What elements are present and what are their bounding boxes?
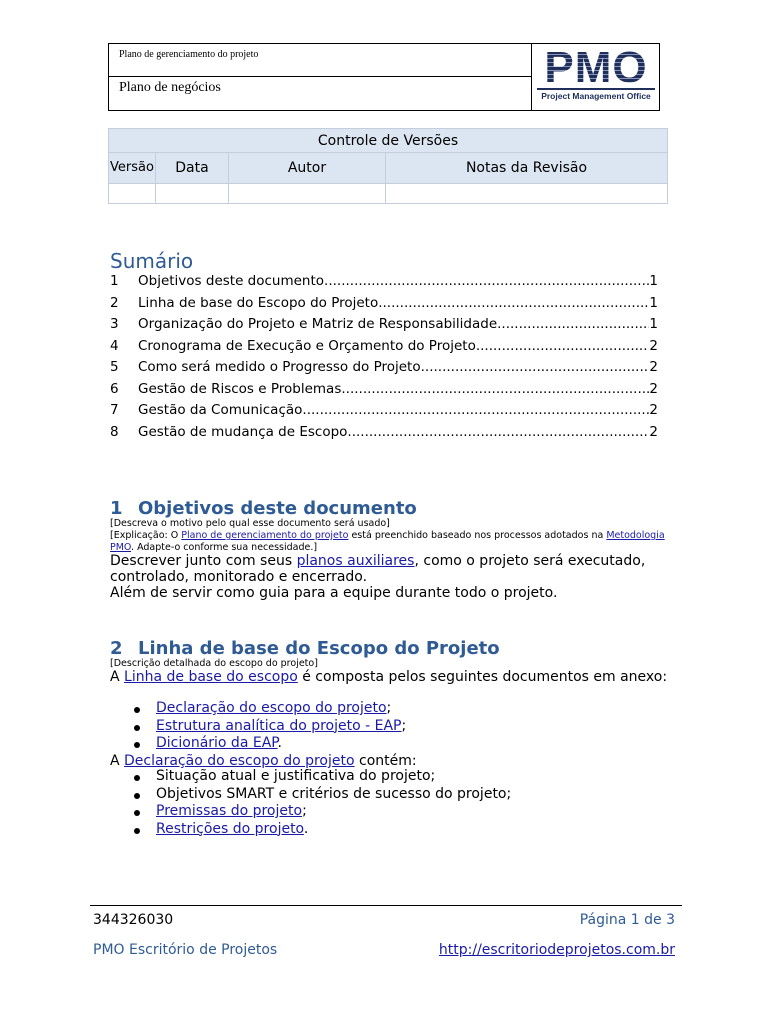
link-declaracao-escopo-2[interactable]: Declaração do escopo do projeto xyxy=(124,753,355,769)
link-restricoes[interactable]: Restrições do projeto xyxy=(156,820,304,837)
toc-page: 1 xyxy=(649,273,658,289)
toc-leader xyxy=(302,400,649,422)
table-cell xyxy=(386,184,668,204)
table-row xyxy=(109,184,668,204)
document-header xyxy=(108,43,660,111)
section-1-heading xyxy=(110,498,417,519)
toc-entry[interactable] xyxy=(110,271,658,293)
column-header-date: Data xyxy=(156,153,229,184)
toc-leader xyxy=(497,314,649,336)
toc-page: 2 xyxy=(649,337,658,354)
table-cell xyxy=(109,184,156,204)
toc-leader xyxy=(324,271,649,293)
toc-text: Gestão de mudança de Escopo xyxy=(138,423,348,440)
toc-leader xyxy=(341,379,649,401)
toc-number: 2 xyxy=(110,294,119,311)
column-header-version: Versão xyxy=(109,153,156,184)
toc-entry[interactable] xyxy=(110,400,658,422)
toc-number: 7 xyxy=(110,402,119,418)
toc-number: 1 xyxy=(110,273,119,289)
table-cell xyxy=(229,184,386,204)
toc-page: 1 xyxy=(649,294,658,311)
table-cell xyxy=(156,184,229,204)
toc-text: Como será medido o Progresso do Projeto xyxy=(138,359,421,375)
section-number: 2 xyxy=(110,638,123,659)
attachments-list xyxy=(130,700,406,753)
list-item: Restrições do projeto. xyxy=(130,821,511,839)
link-plano-gerenciamento[interactable]: Plano de gerenciamento do projeto xyxy=(181,530,349,541)
toc-page: 2 xyxy=(649,402,658,418)
section-1-instruction: [Descreva o motivo pelo qual esse documento será usado] xyxy=(110,518,390,529)
footer-divider xyxy=(90,905,682,906)
toc-page: 2 xyxy=(649,359,658,375)
toc-leader xyxy=(421,357,650,379)
summary-title: Sumário xyxy=(110,249,194,273)
toc-number: 6 xyxy=(110,380,119,397)
version-table-caption: Controle de Versões xyxy=(109,129,668,153)
toc-number: 4 xyxy=(110,337,119,354)
section-2-paragraph-1: A Linha de base do escopo é composta pelos seguintes documentos em anexo: xyxy=(110,669,668,685)
section-2-paragraph-2: A Declaração do escopo do projeto contém: xyxy=(110,753,417,769)
toc-leader xyxy=(347,422,649,444)
toc-entry[interactable] xyxy=(110,336,658,358)
section-title: Objetivos deste documento xyxy=(138,498,417,519)
list-item: Dicionário da EAP. xyxy=(130,735,406,753)
link-dicionario-eap[interactable]: Dicionário da EAP xyxy=(156,735,278,751)
toc-page: 1 xyxy=(649,316,658,332)
toc-text: Organização do Projeto e Matriz de Responsabilidade xyxy=(138,316,498,332)
section-2-heading xyxy=(110,638,500,659)
toc-text: Objetivos deste documento xyxy=(138,273,325,289)
toc-text: Linha de base do Escopo do Projeto xyxy=(138,294,379,311)
link-eap[interactable]: Estrutura analítica do projeto - EAP xyxy=(156,717,402,734)
toc-number: 5 xyxy=(110,359,119,375)
column-header-notes: Notas da Revisão xyxy=(386,153,668,184)
link-planos-auxiliares[interactable]: planos auxiliares xyxy=(296,553,415,569)
pmo-logo xyxy=(537,43,655,107)
link-linha-base-escopo[interactable]: Linha de base do escopo xyxy=(124,669,298,685)
footer-page-number: Página 1 de 3 xyxy=(579,912,675,928)
section-number: 1 xyxy=(110,498,123,519)
list-item: Premissas do projeto; xyxy=(130,803,511,821)
toc-number: 3 xyxy=(110,316,119,332)
header-divider xyxy=(109,76,531,77)
toc-entry[interactable] xyxy=(110,314,658,336)
toc-leader xyxy=(378,293,649,315)
list-item: Situação atual e justificativa do projeto; xyxy=(130,768,511,786)
toc-number: 8 xyxy=(110,423,119,440)
link-premissas[interactable]: Premissas do projeto xyxy=(156,803,303,819)
list-item: Estrutura analítica do projeto - EAP; xyxy=(130,718,406,736)
section-1-explanation: [Explicação: O Plano de gerenciamento do projeto está preenchido baseado nos processos adotados na Metodologia PMO. Adapte-o conforme sua necessidade.] xyxy=(110,530,665,553)
header-text-cell xyxy=(109,44,532,110)
footer-document-id: 344326030 xyxy=(93,912,174,928)
toc-page: 2 xyxy=(649,423,658,440)
section-1-paragraph-2: Além de servir como guia para a equipe durante todo o projeto. xyxy=(110,585,558,601)
toc-page: 2 xyxy=(649,380,658,397)
toc-entry[interactable] xyxy=(110,293,658,315)
section-title: Linha de base do Escopo do Projeto xyxy=(138,638,500,659)
toc-text: Gestão de Riscos e Problemas xyxy=(138,380,342,397)
list-item: Declaração do escopo do projeto; xyxy=(130,700,406,718)
link-declaracao-escopo[interactable]: Declaração do escopo do projeto xyxy=(156,700,387,716)
section-2-instruction: [Descrição detalhada do escopo do projeto] xyxy=(110,658,318,669)
document-title: Plano de negócios xyxy=(119,80,221,95)
footer-website-link[interactable]: http://escritoriodeprojetos.com.br xyxy=(438,942,675,958)
footer-organization: PMO Escritório de Projetos xyxy=(93,942,278,958)
contents-list xyxy=(130,768,511,838)
toc-entry[interactable] xyxy=(110,422,658,444)
column-header-author: Autor xyxy=(229,153,386,184)
toc-text: Gestão da Comunicação xyxy=(138,402,303,418)
version-control-table xyxy=(108,128,668,204)
logo-wordmark: PMO xyxy=(537,43,655,93)
logo-subtitle: Project Management Office xyxy=(537,88,655,101)
toc-text: Cronograma de Execução e Orçamento do Projeto xyxy=(138,337,476,354)
list-item: Objetivos SMART e critérios de sucesso do projeto; xyxy=(130,786,511,804)
table-of-contents xyxy=(110,271,658,443)
section-1-paragraph-1: Descrever junto com seus planos auxiliares, como o projeto será executado, controlado, monitorado e encerrado. xyxy=(110,553,646,585)
toc-entry[interactable] xyxy=(110,379,658,401)
toc-leader xyxy=(476,336,650,358)
document-type: Plano de gerenciamento do projeto xyxy=(119,49,259,60)
link-metodologia-pmo[interactable]: Metodologia PMO xyxy=(110,530,665,553)
toc-entry[interactable] xyxy=(110,357,658,379)
